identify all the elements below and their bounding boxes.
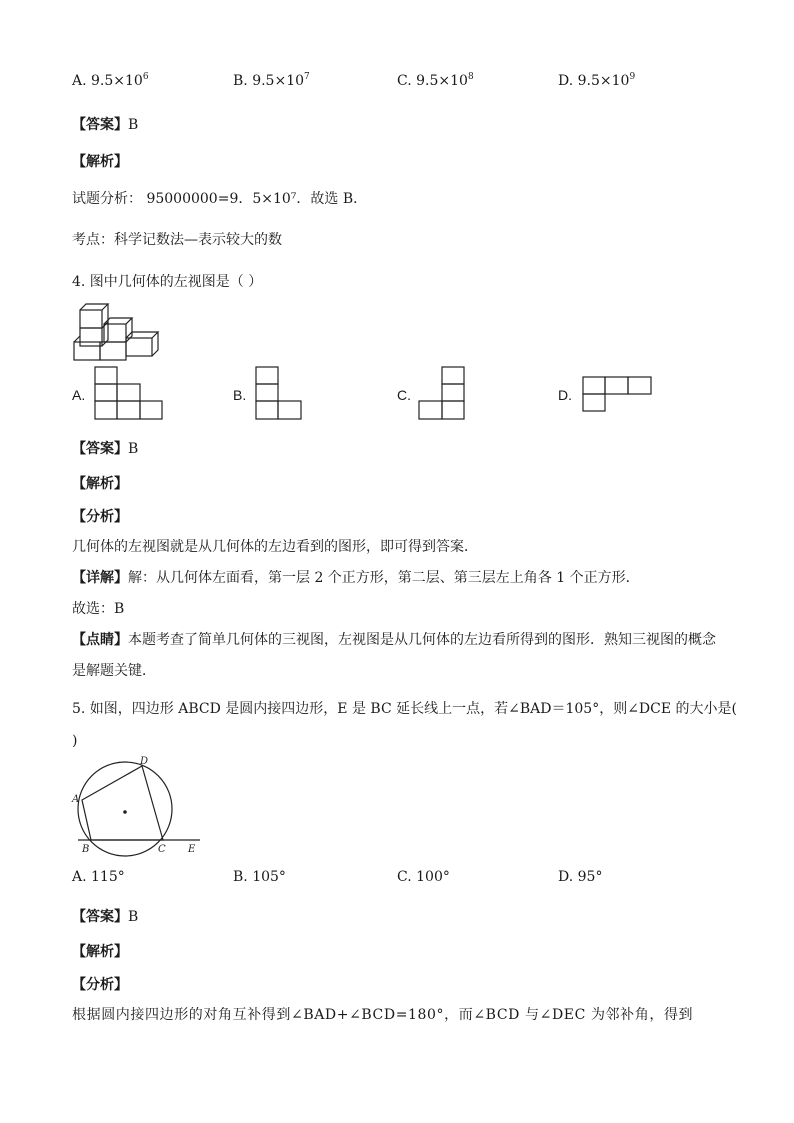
q4-solid-figure bbox=[70, 298, 170, 364]
q4-dianjing-line2: 是解题关键． bbox=[72, 663, 156, 679]
option-value: 95° bbox=[577, 869, 603, 885]
q4-option-b-figure bbox=[255, 366, 305, 420]
q3-option-d bbox=[558, 72, 635, 89]
dianjing-tag: 【点睛】 bbox=[72, 632, 128, 648]
q4-option-a-figure bbox=[94, 366, 164, 420]
q4-option-d-label: D. bbox=[558, 387, 572, 403]
answer-tag: 【答案】 bbox=[72, 117, 128, 133]
option-letter: A. bbox=[72, 73, 87, 89]
option-exponent: 9 bbox=[629, 72, 636, 82]
q4-guxuan: 故选：B bbox=[72, 601, 125, 617]
q4-option-a-label: A. bbox=[72, 387, 86, 403]
q3-analysis-tag: 【解析】 bbox=[72, 154, 128, 170]
q5-circle-figure bbox=[68, 754, 208, 858]
q3-answer bbox=[72, 114, 138, 134]
option-letter: C. bbox=[397, 73, 412, 89]
option-value: 105° bbox=[252, 869, 286, 885]
option-mantissa: 9.5×10 bbox=[252, 73, 305, 89]
option-letter: A. bbox=[72, 869, 87, 885]
q5-fenxi-tag: 【分析】 bbox=[72, 977, 128, 993]
xiangjie-tag: 【详解】 bbox=[72, 570, 128, 586]
option-letter: B. bbox=[233, 73, 248, 89]
q5-option-c bbox=[397, 869, 450, 885]
option-mantissa: 9.5×10 bbox=[416, 73, 468, 89]
q4-question: 4. 图中几何体的左视图是（ ） bbox=[72, 274, 263, 290]
q5-answer bbox=[72, 906, 138, 926]
q4-xiangjie bbox=[72, 567, 640, 587]
q4-option-b-label: B. bbox=[233, 387, 247, 403]
answer-value: B bbox=[128, 117, 139, 133]
q4-option-d-figure bbox=[582, 376, 654, 414]
answer-value: B bbox=[128, 441, 139, 457]
figure-label-e: E bbox=[188, 844, 196, 855]
figure-label-c: C bbox=[158, 844, 166, 855]
figure-label-d: D bbox=[140, 756, 149, 767]
q3-option-a bbox=[72, 72, 149, 89]
option-letter: C. bbox=[397, 869, 412, 885]
answer-tag: 【答案】 bbox=[72, 909, 128, 925]
q4-analysis-tag: 【解析】 bbox=[72, 476, 128, 492]
q5-question-line1: 5. 如图，四边形 ABCD 是圆内接四边形，E 是 BC 延长线上一点，若∠BAD＝105°，则∠DCE 的大小是( bbox=[72, 701, 738, 717]
option-value: 100° bbox=[416, 869, 450, 885]
option-value: 115° bbox=[91, 869, 125, 885]
option-mantissa: 9.5×10 bbox=[577, 73, 630, 89]
q4-answer bbox=[72, 438, 138, 458]
option-exponent: 8 bbox=[467, 72, 474, 82]
dianjing-text: 本题考查了简单几何体的三视图，左视图是从几何体的左边看所得到的图形．熟知三视图的概念 bbox=[128, 632, 716, 648]
q5-fenxi-text: 根据圆内接四边形的对角互补得到∠BAD+∠BCD=180°，而∠BCD 与∠DEC 为邻补角，得到 bbox=[72, 1007, 694, 1023]
q4-fenxi-text: 几何体的左视图就是从几何体的左边看到的图形，即可得到答案． bbox=[72, 539, 478, 555]
q4-dianjing-line1 bbox=[72, 629, 716, 649]
option-letter: D. bbox=[558, 869, 574, 885]
figure-label-b: B bbox=[82, 844, 90, 855]
answer-tag: 【答案】 bbox=[72, 441, 128, 457]
q5-option-b bbox=[233, 869, 286, 885]
answer-value: B bbox=[128, 909, 139, 925]
q5-option-d bbox=[558, 869, 602, 885]
q3-option-c bbox=[397, 72, 474, 89]
q5-option-a bbox=[72, 869, 125, 885]
option-mantissa: 9.5×10 bbox=[91, 73, 143, 89]
q4-option-c-label: C. bbox=[397, 387, 411, 403]
option-exponent: 6 bbox=[142, 72, 149, 82]
figure-label-a: A bbox=[72, 794, 80, 805]
q4-option-c-figure bbox=[418, 366, 468, 420]
option-exponent: 7 bbox=[304, 72, 310, 82]
q5-question-line2: ) bbox=[72, 733, 78, 749]
option-letter: D. bbox=[558, 73, 574, 89]
q3-option-b bbox=[233, 72, 310, 89]
xiangjie-text: 解：从几何体左面看，第一层 2 个正方形，第二层、第三层左上角各 1 个正方形． bbox=[128, 570, 640, 586]
q5-analysis-tag: 【解析】 bbox=[72, 944, 128, 960]
q4-fenxi-tag: 【分析】 bbox=[72, 509, 128, 525]
q3-analysis-text: 试题分析： 95000000=9．5×10⁷．故选 B． bbox=[72, 191, 368, 207]
option-letter: B. bbox=[233, 869, 248, 885]
q3-kaodian: 考点：科学记数法—表示较大的数 bbox=[72, 232, 282, 248]
